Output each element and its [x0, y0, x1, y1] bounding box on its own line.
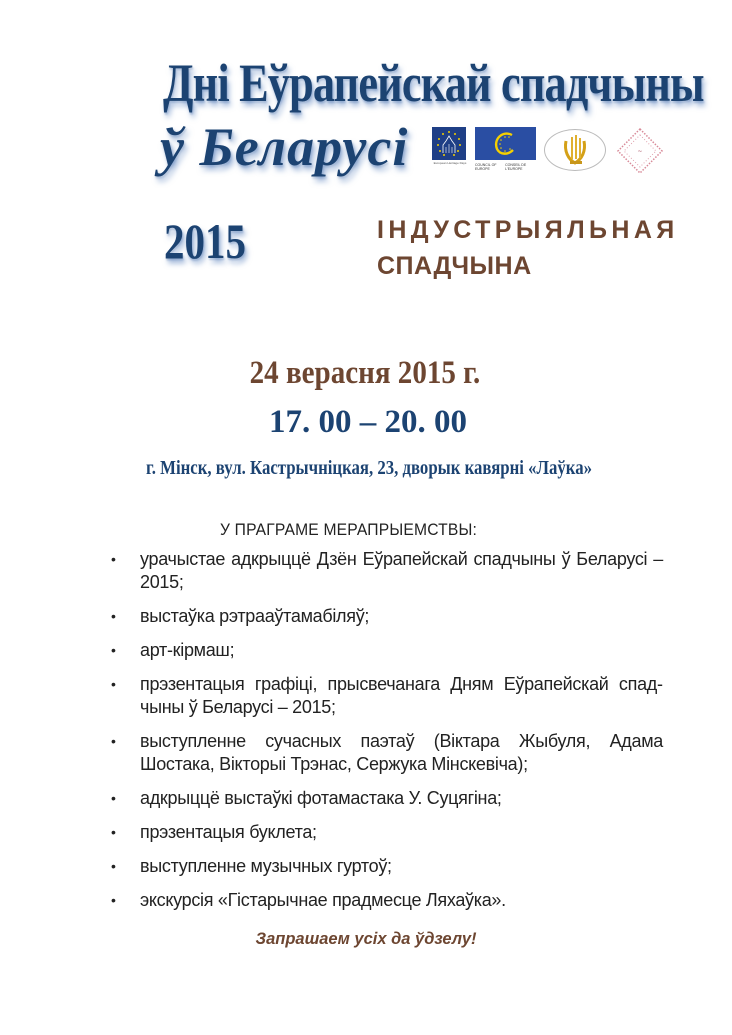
program-item-text: адкрыццё выстаўкі фотамастака У. Суцягіна;: [140, 788, 502, 808]
event-place: г. Мінск, вул. Кастрычніцкая, 23, дворык кавярні «Лаўка»: [146, 458, 592, 479]
event-date: 24 верасня 2015 г.: [249, 355, 481, 391]
svg-text:~: ~: [637, 148, 643, 155]
council-of-europe-logo: [475, 127, 536, 160]
bullet-icon: •: [111, 790, 116, 806]
program-item: [111, 639, 663, 662]
program-item: [111, 730, 663, 776]
title-year: 2015: [164, 213, 246, 269]
program-item-text: выступленне музычных гуртоў;: [140, 856, 392, 876]
bullet-icon: •: [111, 676, 116, 692]
bullet-icon: •: [111, 824, 116, 840]
theme-line-2: СПАДЧЫНА: [377, 252, 532, 280]
program-item-text: урачыстае адкрыццё Дзён Еўрапейскай спадчыны ў Беларусі – 2015;: [140, 549, 663, 592]
partner-logos: [432, 127, 668, 179]
program-item: [111, 889, 663, 912]
program-item: [111, 821, 663, 844]
eu-stars-castle-icon: [432, 127, 466, 160]
bullet-icon: •: [111, 642, 116, 658]
bullet-icon: •: [111, 733, 116, 749]
ministry-of-culture-logo: [544, 129, 606, 171]
program-item: [111, 855, 663, 878]
bullet-icon: •: [111, 551, 116, 567]
heritage-caption: European Heritage Days: [433, 161, 467, 165]
program-heading: У ПРАГРАМЕ МЕРАПРЫЕМСТВЫ:: [220, 520, 478, 539]
program-list: [111, 548, 663, 923]
invitation-text: Запрашаем усіх да ўдзелу!: [255, 930, 477, 948]
program-item-text: арт-кірмаш;: [140, 640, 235, 660]
program-item-text: выстаўка рэтрааўтамабіляў;: [140, 606, 370, 626]
council-of-europe-emblem-icon: [475, 127, 536, 160]
program-item: [111, 548, 663, 594]
european-heritage-days-logo: [432, 127, 466, 160]
event-time: 17. 00 – 20. 00: [269, 404, 467, 440]
program-item-text: прэзентацыя буклета;: [140, 822, 317, 842]
title-line-2: ў Беларусі: [160, 117, 409, 177]
coe-caption: [475, 163, 537, 171]
program-item: [111, 673, 663, 719]
golden-lyre-icon: [560, 133, 590, 167]
coe-caption-fr: CONSEIL DE L'EUROPE: [505, 163, 527, 171]
bullet-icon: •: [111, 892, 116, 908]
embroidery-pattern-icon: [616, 127, 664, 175]
bullet-icon: •: [111, 608, 116, 624]
title-line-1: Дні Еўрапейскай спадчыны: [163, 53, 704, 113]
embroidery-emblem-logo: [616, 127, 664, 175]
program-item-text: выступленне сучасных паэтаў (Віктара Жыбуля, Адама Шостака, Вікторыі Трэнас, Сержука Мінскевіча);: [140, 731, 663, 774]
program-item-text: экскурсія «Гістарычнае прадмесце Ляхаўка».: [140, 890, 506, 910]
theme-line-1: ІНДУСТРЫЯЛЬНАЯ: [377, 216, 679, 244]
program-item-text: прэзентацыя графіці, прысвечанага Дням Еўрапейскай спадчыны ў Беларусі – 2015;: [140, 674, 663, 717]
bullet-icon: •: [111, 858, 116, 874]
coe-caption-en: COUNCIL OF EUROPE: [475, 163, 497, 171]
program-item: [111, 605, 663, 628]
program-item: [111, 787, 663, 810]
